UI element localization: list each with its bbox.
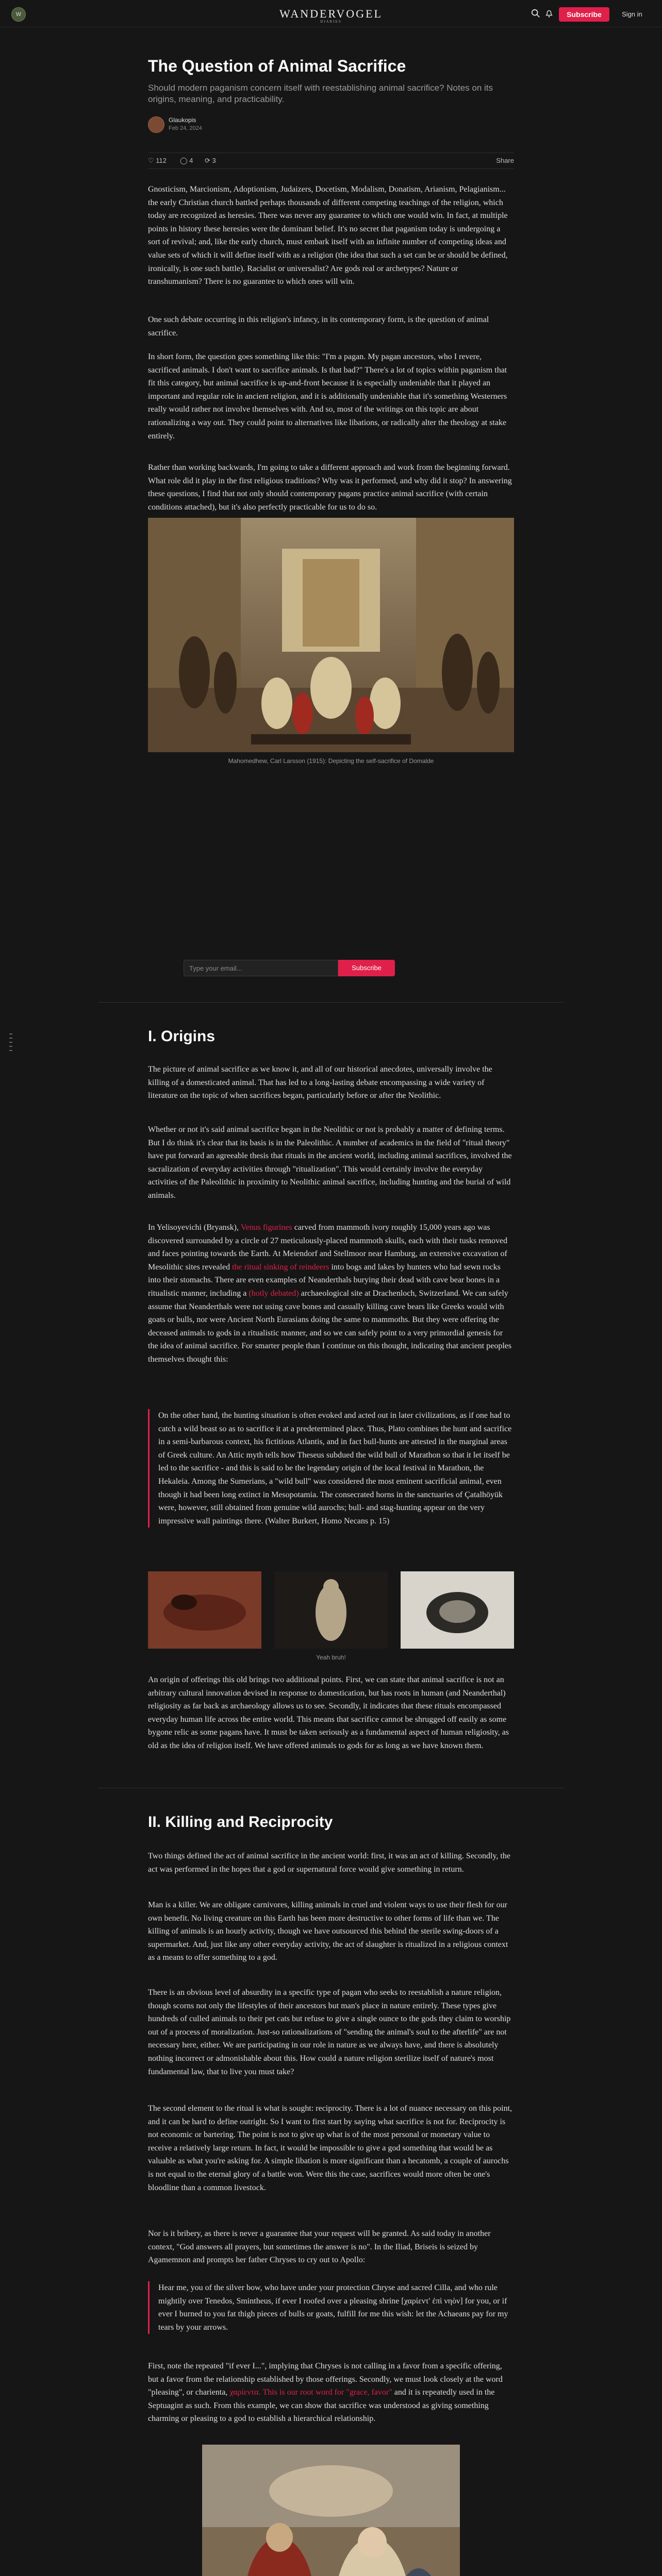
- section-paragraph: Two things defined the act of animal sacrifice in the ancient world: first, it was an act of killing. Secondly, the act was performed in the hopes that a god or supernatural force would give something in return.: [148, 1852, 510, 1874]
- brand-subtitle: DIARIES: [320, 20, 342, 24]
- email-input[interactable]: Type your email...: [184, 960, 338, 976]
- section-paragraph: The second element to the ritual is what is sought: reciprocity. There is a lot of nuance necessary on this point, and it can be hard to define outright. So I want to first start by saying what sacrifice is not for. Reciprocity is not economic or bartering. The point is not to give up what is of the most personal or monetary value to receive a relatively large return. In fact, it would be impossible to give a god something that would be as valuable as what you're asking for. A simple libation is more significant than a hecatomb, a couple of aurochs is not equal to the eternal glory of a battle won. Were this the case, sacrifices would more often be one's bloodline than a common livestock.: [148, 2104, 512, 2192]
- figure-caption: Mahomedhew, Carl Larsson (1915): Depicting the self-sacrifice of Domalde: [228, 757, 434, 765]
- top-bar: [0, 0, 662, 27]
- comment-button[interactable]: ◯ 4: [180, 157, 193, 164]
- section-paragraph: Man is a killer. We are obligate carnivores, killing animals in cruel and violent ways to use their flesh for our own benefit. No living creature on this Earth has been more destructive to other forms of life than we. The killing of animals is an hourly activity, though we have outsourced this behind the sterile swing-doors of a supermarket. And, just like any other everyday activity, the act of slaughter is ritualized in a religious context as a means to offer something to a god.: [148, 1901, 508, 1962]
- brand-title[interactable]: WANDERVOGEL: [279, 7, 383, 20]
- block-quote: On the other hand, the hunting situation is often evoked and acted out in later civilizations, as if one had to catch a wild beast so as to sacrifice it at a predetermined place. Thus, Plato combines the hunt and sacrifice in a semi-barbarous context, his fictitious Atlantis, and in fact bull-hunts are attested in the marginal areas of Greek culture. An Attic myth tells how Theseus subdued the wild bull of Marathon so that it let itself be led to the sacrifice - and this is said to be the legendary origin of the local festival in Marathon, the Hekaleia. Among the Sumerians, a "wild bull" was considered the most eminent sacrificial animal, even though it had been long extinct in Mesopotamia. The consecrated horns in the sanctuaries of Çatalhöyük were, however, still obtained from genuine wild aurochs; bull- and stag-hunting appear on the very impressive wall paintings there. (Walter Burkert, Homo Necans p. 15): [148, 1409, 514, 1528]
- subscribe-form-button[interactable]: Subscribe: [338, 960, 395, 976]
- post-actions: [148, 152, 514, 169]
- author-name[interactable]: Glaukopis: [169, 116, 196, 124]
- text-run: archaeological site at Drachenloch, Switzerland. We can safely assume that Neanderthals were not using cave bones and casually killing cave bears like Greeks would with goats or bulls, nor were Ancient North Eurasians doing the same to mammoths. But they were offering the deceased animals to gods in a ritualistic manner, and so we can safely point to a very primordial genesis for the idea of animal sacrifice. For smarter people than I continue on this thought, indicating that ancient peoples themselves thought this:: [148, 1289, 512, 1364]
- post-subtitle: Should modern paganism concern itself with reestablishing animal sacrifice? Notes on its origins, meaning, and practicability.: [148, 83, 493, 104]
- sign-in-link[interactable]: Sign in: [622, 10, 642, 18]
- section-heading: I. Origins: [148, 1028, 216, 1045]
- charienta-link[interactable]: χαρίεντα. This is our root word for "grace, favor": [229, 2388, 392, 2397]
- author-avatar[interactable]: [148, 116, 164, 133]
- share-button[interactable]: Share: [496, 157, 514, 164]
- image-venus-figurine[interactable]: [274, 1571, 388, 1649]
- painting-midvinterblot[interactable]: [148, 518, 514, 752]
- section-paragraph: Nor is it bribery, as there is never a guarantee that your request will be granted. As said today in another context, "God answers all prayers, but sometimes the answer is no". In the Iliad, Briseis is seized by Agamemnon and prompts her father Chryses to cry out to Apollo:: [148, 2229, 491, 2265]
- intro-paragraph: Rather than working backwards, I'm going to take a different approach and work from the beginning forward. What role did it play in the first religious traditions? Why was it performed, and why did it stop? In answering these questions, I find that not only should contemporary pagans practice animal sacrifice (with certain conditions attached), but it's also perfectly practicable for us to do so.: [148, 463, 512, 512]
- venus-figurines-link[interactable]: Venus figurines: [240, 1223, 292, 1232]
- post-title: The Question of Animal Sacrifice: [148, 57, 406, 75]
- painting-briseis[interactable]: [202, 2445, 460, 2576]
- like-count: 112: [156, 157, 167, 164]
- section-paragraph: An origin of offerings this old brings two additional points. First, we can state that animal sacrifice is not an arbitrary cultural innovation devised in response to domestication, but has roots in human (and Neanderthal) religiosity as far back as archaeology allows us to see. Secondly, it indicates that these rituals encompassed everyday human life across the entire world. This means that sacrifice cannot be shrugged off easily as some bygone relic as some pagans have. It must be taken seriously as a fundamental aspect of human religiosity, as old as the idea of religion itself. We have offered animals to gods for as long as we have known them.: [148, 1675, 509, 1750]
- like-button[interactable]: ♡ 112: [148, 157, 167, 164]
- image-cave-painting[interactable]: [148, 1571, 261, 1649]
- intro-paragraph: One such debate occurring in this religion's infancy, in its contemporary form, is the question of animal sacrifice.: [148, 315, 489, 337]
- section-paragraph: The picture of animal sacrifice as we know it, and all of our historical anecdotes, universally involve the killing of a domesticated animal. That has led to a long-lasting debate encompassing a wide variety of literature on the topic of when sacrifices began, particularly before or after the Neolithic.: [148, 1065, 492, 1100]
- post-date: Feb 24, 2024: [169, 125, 202, 131]
- block-quote: Hear me, you of the silver bow, who have under your protection Chryse and sacred Cilla, and who rule mightily over Tenedos, Smintheus, if ever I roofed over a pleasing shrine [χαρίεντ' ἐπὶ νηὸν] for you, or if ever I burned to you fat thigh pieces of bulls or goats, fulfill for me this wish: let the Achaeans pay for my tears by your arrows.: [148, 2281, 514, 2334]
- section-heading: II. Killing and Reciprocity: [148, 1814, 333, 1831]
- reindeer-sinking-link[interactable]: the ritual sinking of reindeers: [232, 1262, 329, 1272]
- image-skulls[interactable]: [401, 1571, 514, 1649]
- intro-paragraph: Gnosticism, Marcionism, Adoptionism, Judaizers, Docetism, Modalism, Donatism, Arianism, Pelagianism... the early Christian church battled perhaps thousands of different competing teachings of the religion, which today are recognized as heresies. There was never any guarantee to which one would win. In fact, at multiple points in history these heresies were the dominant belief. It's no secret that paganism today is undergoing a sort of revival; and, like the early church, must embark itself with an infinite number of competing ideas and value sets of which it will define itself with as a religion (the idea that such a set can be or should be defined, ironically, is one such battle). Racialist or universalist? Are gods real or archetypes? Nature or transhumanism? There is no guarantee to which ones will win.: [148, 185, 508, 286]
- text-run: and it is repeatedly used in the Septuagint as such. From this example, we can show that sacrifice was understood as giving something charming or pleasing to a god to establish a hierarchical relationship.: [148, 2388, 495, 2424]
- text-run: carved from mammoth ivory roughly 15,000 years ago was discovered surrounded by a circle of 27 meticulously-placed mammoth skulls, each with their tusks removed and faces pointing towards the Earth. At Meiendorf and Stellmoor near Hamburg, an extensive excavation of Mesolithic sites revealed: [148, 1223, 508, 1272]
- figure-caption: Yeah bruh!: [316, 1654, 346, 1661]
- section-paragraph: There is an obvious level of absurdity in a specific type of pagan who seeks to reestablish a nature religion, though scorns not only the lifestyles of their ancestors but man's place in nature entirely. These types give hundreds of culled animals to their pet cats but refuse to give a single ounce to the gods they claim to worship out of a process of moralization. Just-so rationalizations of "sending the animal's soul to the afterlife" are not necessary here, either. We are participating in our role in nature as we always have, and there is absolutely nothing incorrect or admonishable about this. How could a nature religion sterilize itself of nature's most fundamental law, that to live you must take?: [148, 1988, 511, 2076]
- text-run: In Yelisoyevichi (Bryansk),: [148, 1223, 241, 1232]
- drachenloch-link[interactable]: (hotly debated): [249, 1289, 299, 1298]
- publication-logo[interactable]: W: [11, 7, 26, 22]
- text-run: First, note the repeated "if ever I...", implying that Chryses is not calling in a favor from a specific offering, but a favor from the relationship established by those offerings. Secondly, we must look closely at the word "pleasing", or charienta,: [148, 2362, 503, 2397]
- notifications-icon[interactable]: [544, 9, 554, 18]
- section-paragraph: Whether or not it's said animal sacrifice began in the Neolithic or not is probably a matter of defining terms. But I do think it's clear that its basis is in the Paleolithic. A number of academics in the field of "ritual theory" have put forward an agreeable thesis that rituals in the ancient world, including animal sacrifices, involved the sacralization of everyday activities through "ritualization". This would certainly involve the everyday activities of the Paleolithic in proximity to Neolithic animal sacrifice, including hunting and the burial of wild animals.: [148, 1125, 512, 1200]
- section-nav[interactable]: [9, 1030, 14, 1054]
- subscribe-button[interactable]: Subscribe: [559, 7, 609, 22]
- restack-count: 3: [212, 157, 216, 164]
- section-paragraph: [148, 2360, 514, 2426]
- text-run: into bogs and lakes by hunters who had sewn rocks into their stomachs. There are even examples of Neanderthals burying their dead with cave bear bones in a ritualistic manner, including a: [148, 1262, 501, 1298]
- divider: [98, 1002, 564, 1003]
- section-paragraph: [148, 1221, 514, 1366]
- intro-paragraph: In short form, the question goes something like this: "I'm a pagan. My pagan ancestors, who I revere, sacrificed animals. I don't want to sacrifice animals. Is that bad?" There's a lot of topics within paganism that fit this category, but animal sacrifice is up-and-front because it is especially undeniable that it played an important and regular role in ancient religion, and it is additionally undeniable that it's something Westerners really would rather not involve themselves with. And so, most of the writings on this topic are about rationalizing a way out. They could point to alternatives like libations, or radically alter the theology at stake entirely.: [148, 352, 507, 440]
- comment-count: 4: [189, 157, 193, 164]
- restack-button[interactable]: ⟳ 3: [205, 157, 216, 164]
- search-icon[interactable]: [531, 9, 540, 18]
